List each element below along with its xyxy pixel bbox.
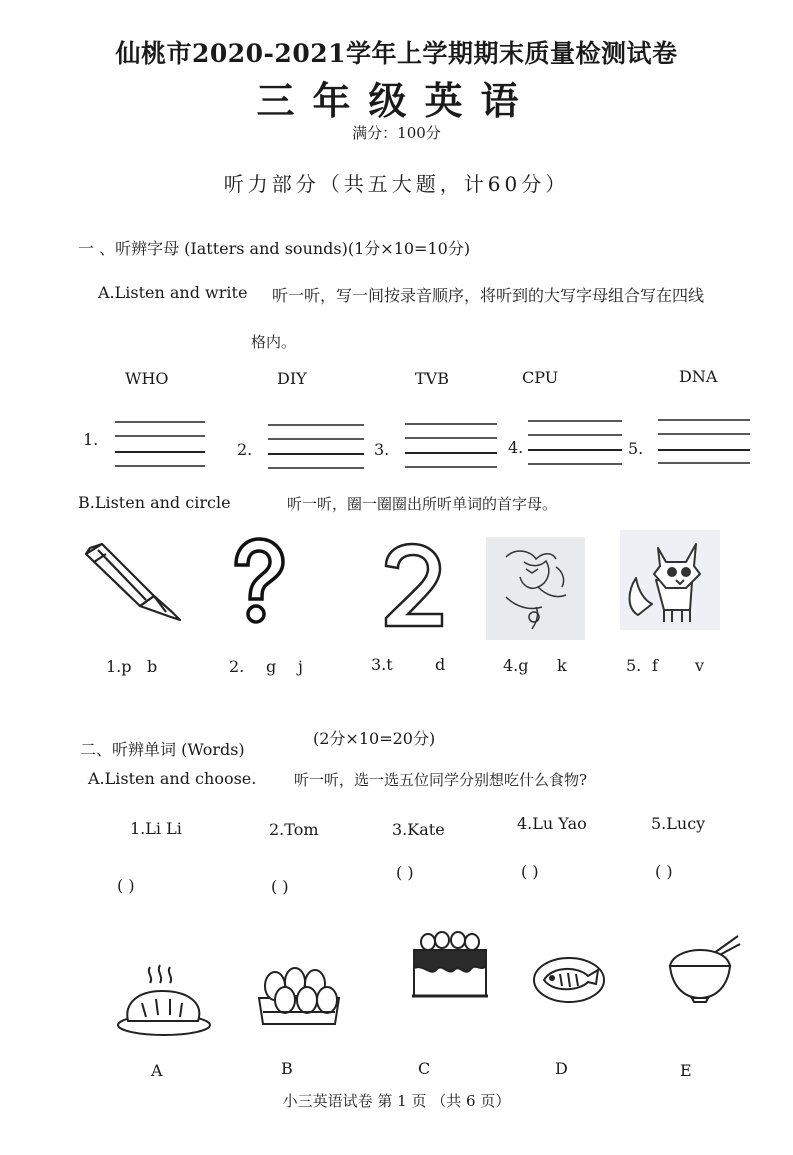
cake-icon [410, 932, 490, 1004]
dragon-picture [486, 537, 585, 640]
number-two-icon [378, 542, 448, 630]
s1a-instruction-cn: 听一听，写一间按录音顺序，将听到的大写字母组合写在四线 [272, 286, 705, 305]
grid-5[interactable] [658, 420, 750, 463]
answer-bracket-1[interactable]: ( ) [117, 876, 135, 895]
food-letter-d: D [555, 1059, 568, 1078]
subject-title: 三年级英语 [256, 78, 537, 123]
name-5: 5.Lucy [651, 814, 706, 833]
option-1-b[interactable]: b [147, 657, 158, 676]
answer-bracket-2[interactable]: ( ) [271, 877, 289, 896]
option-4-a[interactable]: 4.g [503, 656, 529, 675]
name-2: 2.Tom [269, 820, 319, 839]
section1-title: 一 、听辨字母 (Iatters and sounds)(1分×10=10分) [78, 239, 471, 258]
s1a-instruction-en: A.Listen and write [98, 283, 248, 302]
s1b-instruction-en: B.Listen and circle [78, 493, 231, 512]
food-letter-c: C [418, 1059, 431, 1078]
section2-title: 二、听辨单词 (Words) [80, 740, 245, 759]
page-footer: 小三英语试卷 第 1 页 （共 6 页） [282, 1092, 511, 1110]
s1b-instruction-cn: 听一听，圈一圈圈出所听单词的首字母。 [287, 495, 558, 513]
word-2: DIY [277, 369, 307, 388]
word-1: WHO [125, 369, 169, 388]
grid-1[interactable] [115, 422, 205, 466]
name-1: 1.Li Li [130, 819, 182, 838]
fish-icon [532, 950, 607, 1006]
grid-3[interactable] [405, 424, 497, 467]
question-mark-icon [228, 537, 288, 627]
fox-picture [620, 530, 720, 630]
full-score: 满分：100分 [352, 124, 441, 142]
option-3-a[interactable]: 3.t [371, 655, 393, 674]
num-2: 2. [237, 440, 253, 459]
fox-icon [620, 530, 720, 630]
food-letter-b: B [281, 1059, 293, 1078]
option-4-b[interactable]: k [557, 656, 567, 675]
listening-heading: 听力部分（共五大题，计60分） [223, 172, 570, 196]
word-3: TVB [415, 369, 449, 388]
exam-title: 仙桃市2020-2021学年上学期期末质量检测试卷 [115, 39, 678, 68]
grid-4[interactable] [528, 421, 622, 464]
word-5: DNA [679, 367, 718, 386]
num-3: 3. [374, 440, 390, 459]
s2a-instruction-cn: 听一听，选一选五位同学分别想吃什么食物? [294, 771, 588, 789]
answer-bracket-5[interactable]: ( ) [655, 862, 673, 881]
s2a-instruction-en: A.Listen and choose. [88, 769, 257, 788]
pen-icon [80, 540, 190, 625]
grid-2[interactable] [268, 425, 364, 468]
num-1: 1. [83, 430, 99, 449]
option-2-b[interactable]: j [298, 657, 303, 676]
option-1-a[interactable]: 1.p [106, 657, 132, 676]
food-letter-e: E [680, 1061, 692, 1080]
section2-score: (2分×10=20分) [313, 729, 436, 748]
option-5-a[interactable]: f [652, 656, 658, 675]
s1a-instruction-cn2: 格内。 [251, 333, 297, 351]
eggs-icon [255, 962, 345, 1032]
dragon-icon [486, 537, 585, 640]
option-2-a[interactable]: g [266, 657, 277, 676]
bread-icon [116, 963, 212, 1038]
rice-icon [666, 932, 742, 1004]
option-3-b[interactable]: d [435, 655, 446, 674]
food-letter-a: A [151, 1061, 163, 1080]
option-5-b[interactable]: v [695, 656, 705, 675]
option-5-num: 5. [626, 656, 642, 675]
answer-bracket-4[interactable]: ( ) [521, 862, 539, 881]
name-4: 4.Lu Yao [517, 814, 587, 833]
option-2-num: 2. [229, 657, 245, 676]
answer-bracket-3[interactable]: ( ) [396, 863, 414, 882]
num-4: 4. [508, 438, 524, 457]
num-5: 5. [628, 439, 644, 458]
word-4: CPU [522, 368, 559, 387]
name-3: 3.Kate [392, 820, 445, 839]
